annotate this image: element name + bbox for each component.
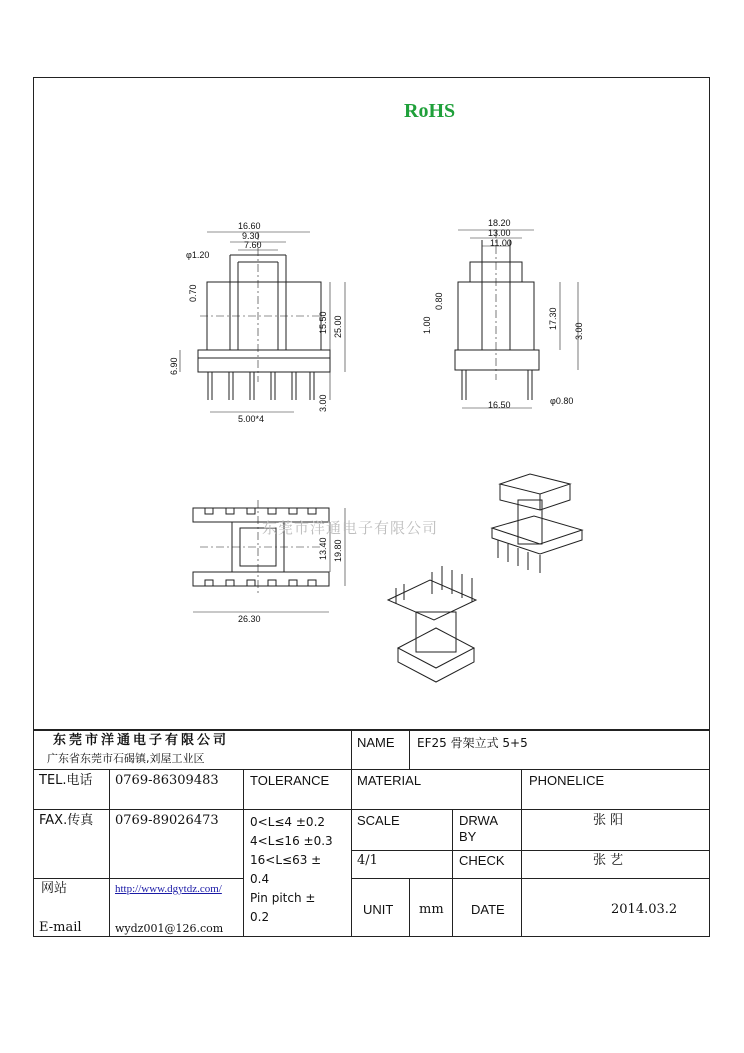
- email-value: wydz001@126.com: [115, 922, 224, 935]
- top-dimensions: [238, 537, 343, 624]
- tel-value: 0769-86309483: [115, 773, 219, 788]
- dim-label: 18.20: [488, 218, 511, 228]
- dim-label: 19.80: [333, 539, 343, 562]
- dim-label: 16.50: [488, 400, 511, 410]
- drawn-by-label: DRWA BY: [459, 813, 498, 844]
- dim-label: 5.00*4: [238, 414, 265, 424]
- fax-label: FAX.传真: [39, 813, 94, 828]
- tolerance-row: 0.2: [250, 910, 270, 924]
- material-value: PHONELICE: [529, 773, 605, 788]
- dim-label: φ1.20: [186, 250, 210, 260]
- dim-label: 6.90: [169, 357, 179, 375]
- dim-label: 11.00: [490, 238, 512, 248]
- website-link[interactable]: http://www.dgytdz.com/: [115, 883, 222, 895]
- dim-label: 0.70: [188, 284, 198, 302]
- unit-label: UNIT: [363, 902, 394, 917]
- website-label: 网站: [41, 881, 68, 896]
- dim-label: φ0.80: [550, 396, 574, 406]
- watermark-text: 东莞市洋通电子有限公司: [262, 519, 439, 537]
- dim-label: 17.30: [548, 307, 558, 330]
- tolerance-rows: [250, 813, 333, 927]
- tolerance-label: TOLERANCE: [250, 773, 330, 788]
- scale-label: SCALE: [357, 813, 400, 828]
- material-label: MATERIAL: [357, 773, 422, 788]
- dim-label: 9.30: [242, 231, 260, 241]
- dim-label: 3.00: [574, 322, 584, 340]
- unit-value: mm: [419, 902, 444, 917]
- email-label: E-mail: [39, 920, 82, 935]
- tolerance-row: 0.4: [250, 872, 270, 886]
- tolerance-row: Pin pitch ±: [250, 891, 316, 905]
- dim-label: 3.00: [318, 394, 328, 412]
- title-block: [33, 729, 710, 937]
- dim-label: 13.00: [488, 228, 511, 238]
- dim-label: 0.80: [434, 292, 444, 310]
- check-label: CHECK: [459, 853, 505, 868]
- dim-label: 1.00: [422, 316, 432, 334]
- checked-by-value: 张 艺: [593, 853, 624, 868]
- front-dimensions: [169, 221, 343, 424]
- rohs-mark: RoHS: [404, 100, 456, 122]
- date-value: 2014.03.2: [611, 902, 678, 917]
- date-label: DATE: [471, 902, 505, 917]
- tel-label: TEL.电话: [39, 773, 93, 788]
- part-name: EF25 骨架立式 5+5: [417, 736, 528, 750]
- dim-label: 25.00: [333, 315, 343, 338]
- dim-label: 16.60: [238, 221, 261, 231]
- isometric-view-lower: [388, 566, 476, 682]
- dim-label: 26.30: [238, 614, 261, 624]
- tolerance-row: 4<L≤16 ±0.3: [250, 834, 333, 848]
- side-view: [455, 230, 578, 408]
- isometric-view-upper: [492, 474, 582, 573]
- company-address: 广东省东莞市石碣镇,刘屋工业区: [47, 752, 205, 765]
- tolerance-row: 0<L≤4 ±0.2: [250, 815, 326, 829]
- scale-value: 4/1: [357, 853, 378, 868]
- dim-label: 13.40: [318, 537, 328, 560]
- drawn-by-value: 张 阳: [593, 813, 624, 828]
- dim-label: 15.50: [318, 311, 328, 334]
- company-name: 东莞市洋通电子有限公司: [53, 733, 230, 748]
- tolerance-row: 16<L≤63 ±: [250, 853, 322, 867]
- dim-label: 7.60: [244, 240, 262, 250]
- fax-value: 0769-89026473: [115, 813, 219, 828]
- name-label: NAME: [357, 735, 395, 750]
